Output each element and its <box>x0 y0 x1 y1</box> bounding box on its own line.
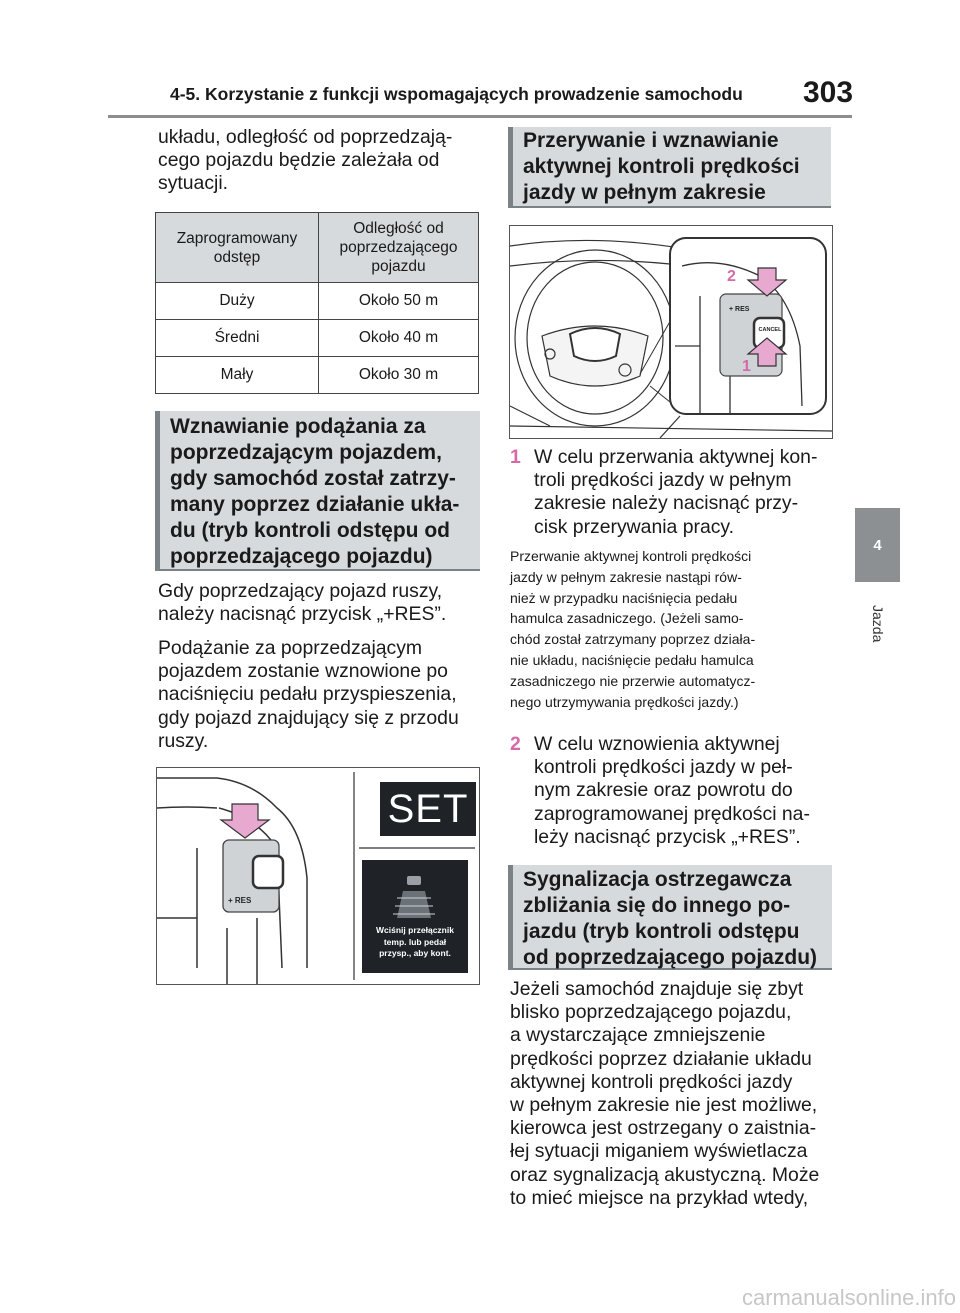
text-line: cisk przerywania pracy. <box>534 515 735 538</box>
text-line: a wystarczające zmniejszenie <box>510 1024 766 1047</box>
intro-paragraph <box>158 126 488 196</box>
heading-line: poprzedzającym pojazdem, <box>170 441 442 464</box>
step-text <box>534 446 844 539</box>
table-cell: Duży <box>156 283 319 320</box>
heading-line: Przerywanie i wznawianie <box>523 129 779 152</box>
text-line: hamulca zasadniczego. (Jeżeli samo- <box>510 610 744 627</box>
display-line: przysp., aby kont. <box>379 948 451 958</box>
text-line: układu, odległość od poprzedzają- <box>158 126 453 148</box>
header-text: Odległość od <box>353 220 444 237</box>
table-cell: Około 30 m <box>319 357 479 394</box>
text-line: aktywnej kontroli prędkości jazdy <box>510 1070 793 1093</box>
text-line: Podążanie za poprzedzającym <box>158 637 423 659</box>
heading-line: jazdu (tryb kontroli odstępu <box>523 920 800 943</box>
marker-1: 1 <box>742 358 751 375</box>
heading-line: many poprzez działanie ukła- <box>170 493 460 516</box>
text-line: pojazdem zostanie wznowione po <box>158 660 448 683</box>
table-row <box>156 320 479 357</box>
heading-line: du (tryb kontroli odstępu od <box>170 519 450 542</box>
marker-2: 2 <box>727 268 736 285</box>
down-arrow-icon <box>221 804 269 838</box>
text-line: kierowca jest ostrzegany o zaistnia- <box>510 1117 817 1140</box>
res-button-label: + RES <box>228 896 252 905</box>
heading-line: od poprzedzającego pojazdu) <box>523 946 818 969</box>
heading-line: Wznawianie podążania za <box>170 415 426 438</box>
text-line: nie układu, naciśnięcie pedału hamulca <box>510 651 754 668</box>
text-line: oraz sygnalizacją akustyczną. Może <box>510 1163 820 1186</box>
paragraph-resume <box>158 637 488 753</box>
heading-line: Sygnalizacja ostrzegawcza <box>523 868 792 891</box>
table-cell: Mały <box>156 357 319 394</box>
text-line: blisko poprzedzającego pojazdu, <box>510 1001 792 1024</box>
chapter-tab-label: Jazda <box>870 605 886 643</box>
table-cell: Średni <box>156 320 319 357</box>
table-cell: Około 40 m <box>319 320 479 357</box>
chapter-tab-number: 4 <box>873 536 882 554</box>
text-line: jazdy w pełnym zakresie nastąpi rów- <box>510 568 742 585</box>
table-cell: Około 50 m <box>319 283 479 320</box>
header-text: Zaprogramowany <box>176 229 298 247</box>
switch-lever <box>253 856 283 888</box>
step-text <box>534 733 844 849</box>
paragraph-res <box>158 580 488 626</box>
heading-line: aktywnej kontroli prędkości <box>523 155 800 178</box>
figure-cancel-res-switch <box>509 225 833 439</box>
heading-line: jazdy w pełnym zakresie <box>523 181 766 204</box>
distance-table <box>155 212 479 394</box>
text-line: gdy pojazd znajdujący się z przodu <box>158 706 459 729</box>
step-number: 2 <box>510 733 521 755</box>
set-text: SET <box>387 787 469 831</box>
display-message <box>362 925 468 960</box>
section-heading-resume-following <box>155 411 480 571</box>
heading-line: gdy samochód został zatrzy- <box>170 467 456 490</box>
text-line: W celu wznowienia aktywnej <box>534 733 780 755</box>
warning-paragraph <box>510 978 845 1210</box>
table-header-cell <box>156 213 319 283</box>
chapter-title: 4-5. Korzystanie z funkcji wspomagających prowadzenie samochodu <box>170 84 743 104</box>
figure-res-switch-display <box>156 767 480 985</box>
table-row <box>156 357 479 394</box>
table-header-row <box>156 213 479 283</box>
heading-line: poprzedzającego pojazdu) <box>170 545 433 568</box>
chapter-tab[interactable] <box>855 508 900 582</box>
display-line: Wciśnij przełącznik <box>376 925 454 935</box>
text-line: to mieć miejsce na przykład wtedy, <box>510 1186 809 1209</box>
text-line: Przerwanie aktywnej kontroli prędkości <box>510 548 752 564</box>
table-row <box>156 283 479 320</box>
text-line: łej sytuacji miganiem wyświetlacza <box>510 1140 808 1163</box>
text-line: troli prędkości jazdy w pełnym <box>534 469 792 492</box>
text-line: należy nacisnąć przycisk „+RES”. <box>158 603 447 626</box>
page-number: 303 <box>803 76 854 109</box>
header-divider <box>108 115 852 118</box>
header-text: pojazdu <box>371 258 426 275</box>
display-line: temp. lub pedał <box>383 936 447 947</box>
text-line: Jeżeli samochód znajduje się zbyt <box>510 978 804 1000</box>
text-line: ruszy. <box>158 729 209 752</box>
text-line: leży nacisnąć przycisk „+RES”. <box>534 825 801 848</box>
header-text: poprzedzającego <box>339 239 458 256</box>
res-button-label: + RES <box>729 306 750 313</box>
text-line: chód został zatrzymany poprzez działa- <box>510 631 756 648</box>
heading-line: zbliżania się do innego po- <box>523 894 791 917</box>
text-line: W celu przerwania aktywnej kon- <box>534 446 818 468</box>
text-line: zaprogramowanej prędkości na- <box>534 802 810 825</box>
cancel-button-label: CANCEL <box>758 327 782 333</box>
watermark: carmanualsonline.info <box>741 1285 956 1310</box>
text-line: zasadniczego nie przerwie automatycz- <box>510 672 756 689</box>
section-heading-proximity-warning <box>508 865 832 970</box>
text-line: nym zakresie oraz powrotu do <box>534 779 793 802</box>
header-text: odstęp <box>213 248 261 266</box>
section-heading-interrupt-resume <box>508 127 831 208</box>
text-line: sytuacji. <box>158 172 229 195</box>
text-line: Gdy poprzedzający pojazd ruszy, <box>158 580 443 602</box>
text-line: prędkości poprzez działanie układu <box>510 1047 812 1070</box>
note-paragraph <box>510 546 835 712</box>
text-line: naciśnięciu pedału przyspieszenia, <box>158 683 457 706</box>
text-line: nież w przypadku naciśnięcia pedału <box>510 589 738 606</box>
step-number: 1 <box>510 446 521 468</box>
text-line: zakresie należy nacisnąć przy- <box>534 492 799 515</box>
text-line: nego utrzymywania prędkości jazdy.) <box>510 693 739 710</box>
text-line: kontroli prędkości jazdy w peł- <box>534 756 793 779</box>
table-header-cell <box>319 213 479 283</box>
text-line: w pełnym zakresie nie jest możliwe, <box>510 1094 818 1117</box>
text-line: cego pojazdu będzie zależała od <box>158 149 440 172</box>
